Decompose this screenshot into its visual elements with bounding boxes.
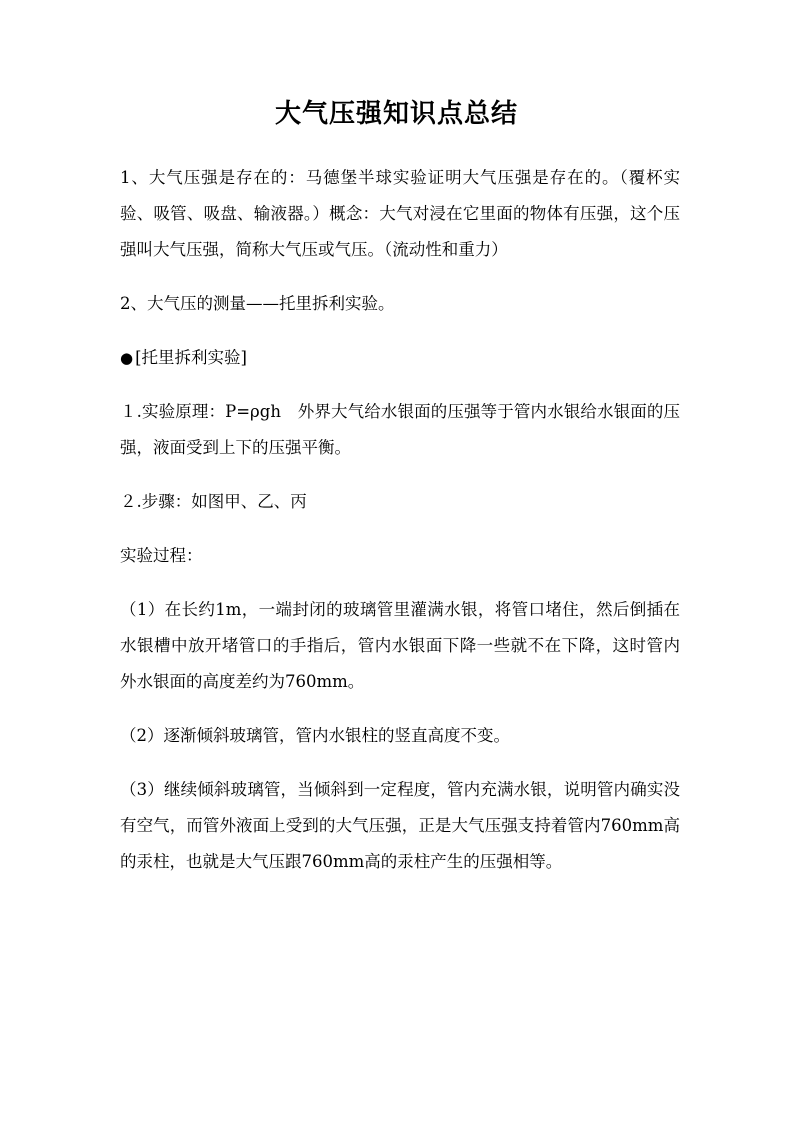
paragraph-atmospheric-pressure-exists: 1、大气压强是存在的：马德堡半球实验证明大气压强是存在的。（覆杯实验、吸管、吸盘、输液器。）概念：大气对浸在它里面的物体有压强，这个压强叫大气压强，简称大气压或气压。（流动性和重力） — [120, 168, 680, 259]
document-body — [120, 160, 680, 898]
paragraph-process-heading: 实验过程： — [120, 546, 203, 565]
paragraph-measurement: 2、大气压的测量——托里拆利实验。 — [120, 294, 395, 313]
paragraph-torricelli-heading — [120, 340, 680, 376]
paragraph-steps: ２.步骤：如图甲、乙、丙 — [120, 492, 307, 511]
torricelli-heading-text: [托里拆利实验] — [135, 348, 247, 367]
document-title: 大气压强知识点总结 — [274, 99, 518, 129]
paragraph-step-2: （2）逐渐倾斜玻璃管，管内水银柱的竖直高度不变。 — [120, 726, 510, 745]
bullet-icon: ● — [120, 349, 134, 367]
paragraph-step-3: （3）继续倾斜玻璃管，当倾斜到一定程度，管内充满水银，说明管内确实没有空气，而管外液面上受到的大气压强，正是大气压强支持着管内760mm高的汞柱，也就是大气压跟760mm高的汞柱产生的压强相等。 — [120, 780, 680, 871]
paragraph-step-1: （1）在长约1m，一端封闭的玻璃管里灌满水银，将管口堵住，然后倒插在水银槽中放开堵管口的手指后，管内水银面下降一些就不在下降，这时管内外水银面的高度差约为760mm。 — [120, 600, 680, 691]
paragraph-principle: １.实验原理：P=ρgh 外界大气给水银面的压强等于管内水银给水银面的压强，液面受到上下的压强平衡。 — [120, 402, 680, 457]
